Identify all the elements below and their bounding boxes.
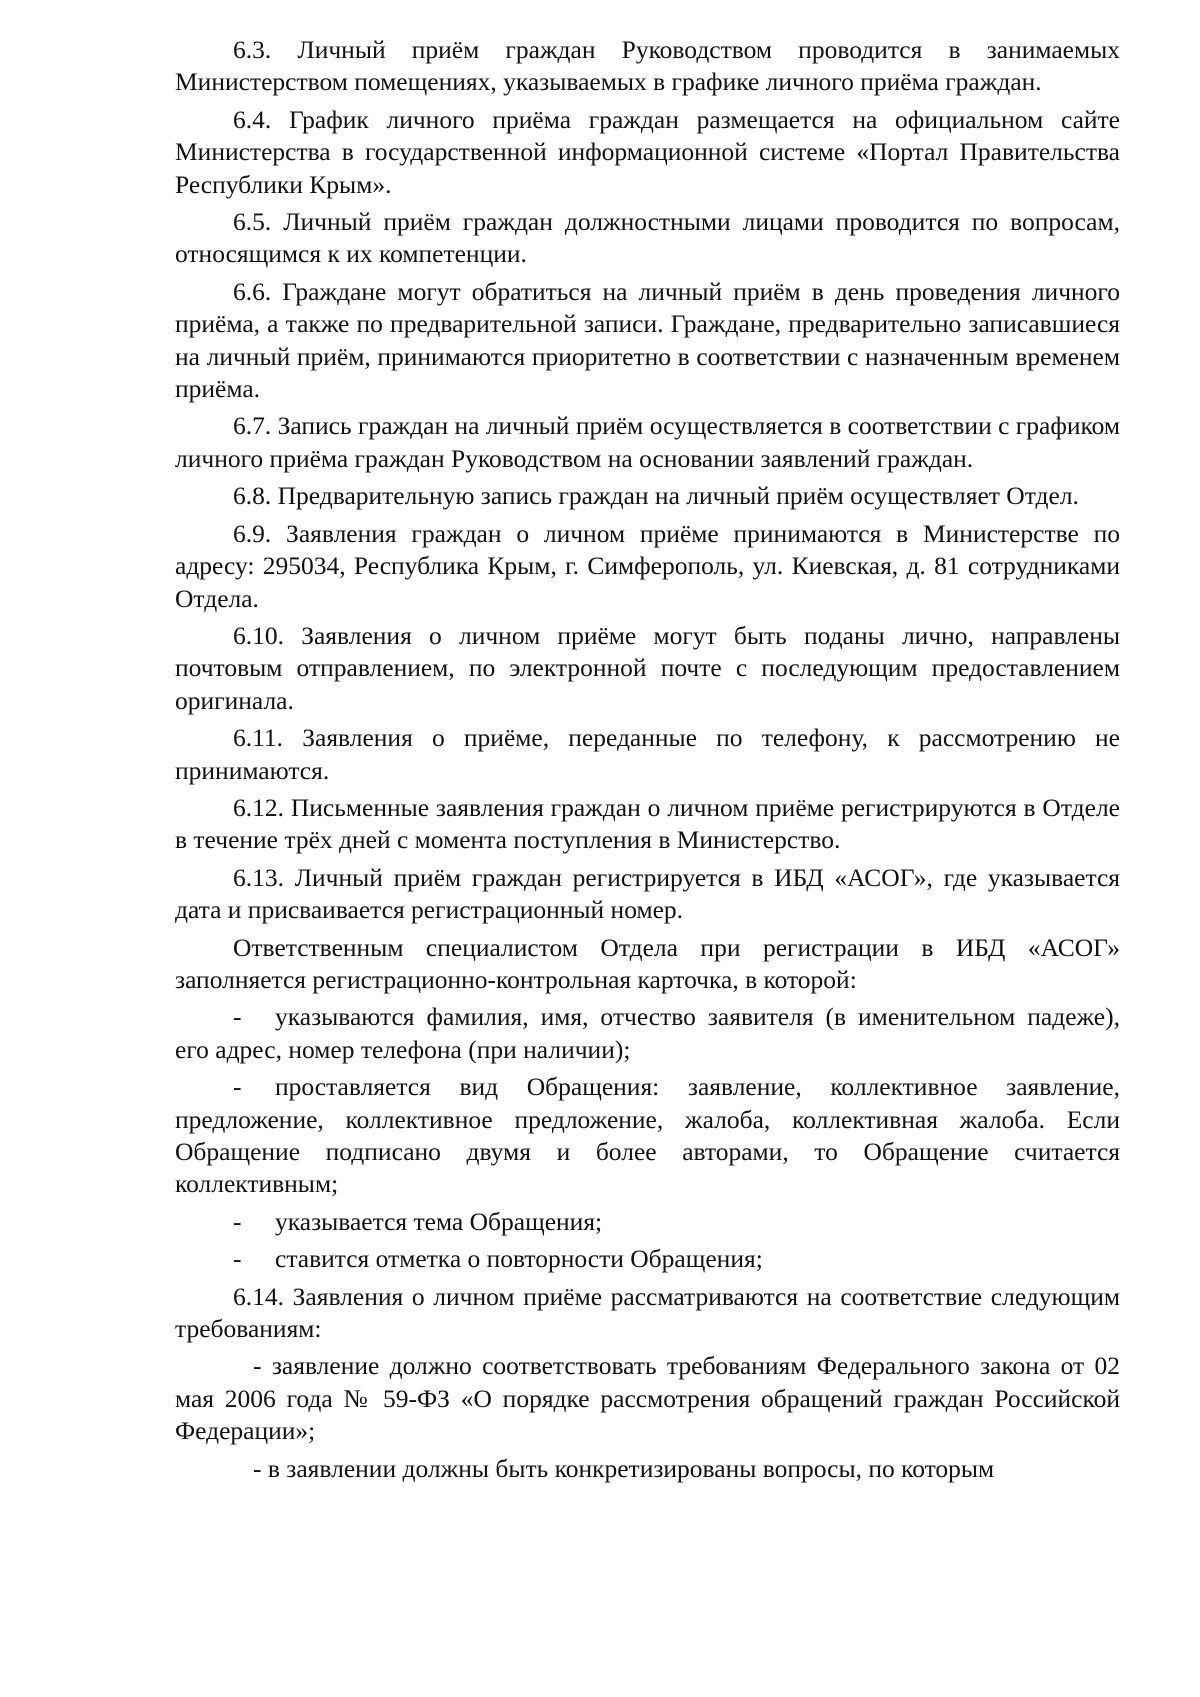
list-item-repeat-mark: [175, 1243, 1120, 1275]
document-body: [175, 34, 1120, 1485]
list-dash: -: [233, 1072, 242, 1102]
paragraph-6-6: 6.6. Граждане могут обратиться на личный приём в день проведения личного приёма, а также по предварительной записи. Граждане, предварительно записавшиеся на личный приём, принимаются приоритетно в соответствии с назначенным временем приёма.: [175, 276, 1120, 404]
paragraph-6-14: 6.14. Заявления о личном приёме рассматриваются на соответствие следующим требованиям:: [175, 1281, 1120, 1344]
list-item-applicant-details: [175, 1001, 1120, 1066]
paragraph-6-7: 6.7. Запись граждан на личный приём осуществляется в соответствии с графиком личного приёма граждан Руководством на основании заявлений граждан.: [175, 411, 1120, 473]
paragraph-6-4: 6.4. График личного приёма граждан размещается на официальном сайте Министерства в государственной информационной системе «Портал Правительства Республики Крым».: [175, 104, 1120, 199]
list-dash: -: [233, 1002, 242, 1032]
list-item-text: ставится отметка о повторности Обращения;: [275, 1244, 763, 1274]
paragraph-6-8: 6.8. Предварительную запись граждан на личный приём осуществляет Отдел.: [233, 481, 1079, 511]
paragraph-6-10: 6.10. Заявления о личном приёме могут быть поданы лично, направлены почтовым отправлением, по электронной почте с последующим предоставлением оригинала.: [175, 620, 1120, 715]
paragraph-6-9: 6.9. Заявления граждан о личном приёме принимаются в Министерстве по адресу: 295034, Республика Крым, г. Симферополь, ул. Киевская, д. 81 сотрудниками Отдела.: [175, 518, 1120, 613]
list-item-appeal-type: [175, 1071, 1120, 1201]
requirement-federal-law: - заявление должно соответствовать требованиям Федерального закона от 02 мая 2006 года № 59-ФЗ «О порядке рассмотрения обращений граждан Российской Федерации»;: [175, 1351, 1120, 1446]
paragraph-6-3: 6.3. Личный приём граждан Руководством проводится в занимаемых Министерством помещениях, указываемых в графике личного приёма граждан.: [175, 35, 1120, 97]
list-dash: -: [233, 1244, 242, 1274]
list-item-text: проставляется вид Обращения: заявление, коллективное заявление, предложение, коллективное предложение, жалоба, коллективная жалоба. Если Обращение подписано двумя и более авторами, то Обращение считается коллективным;: [175, 1072, 1120, 1199]
list-item-text: указываются фамилия, имя, отчество заявителя (в именительном падеже), его адрес, номер телефона (при наличии);: [175, 1002, 1120, 1064]
paragraph-6-12: 6.12. Письменные заявления граждан о личном приёме регистрируются в Отделе в течение трёх дней с момента поступления в Министерство.: [175, 792, 1120, 855]
paragraph-6-5: 6.5. Личный приём граждан должностными лицами проводится по вопросам, относящимся к их компетенции.: [175, 207, 1120, 269]
list-item-text: указывается тема Обращения;: [275, 1206, 603, 1236]
list-dash: -: [233, 1206, 242, 1236]
paragraph-6-13: 6.13. Личный приём граждан регистрируется в ИБД «АСОГ», где указывается дата и присваивается регистрационный номер.: [175, 862, 1120, 925]
requirement-specific-questions: - в заявлении должны быть конкретизированы вопросы, по которым: [253, 1453, 995, 1483]
paragraph-6-11: 6.11. Заявления о приёме, переданные по телефону, к рассмотрению не принимаются.: [175, 723, 1120, 785]
list-item-appeal-topic: [175, 1206, 1120, 1238]
paragraph-registration-card: Ответственным специалистом Отдела при регистрации в ИБД «АСОГ» заполняется регистрационно-контрольная карточка, в которой:: [175, 932, 1120, 994]
